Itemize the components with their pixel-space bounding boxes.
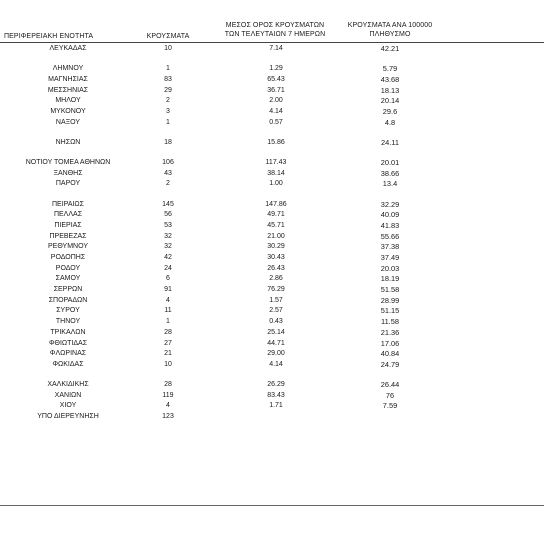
avg-7day-cell: 26.43 xyxy=(267,264,285,272)
region-cell: ΠΕΙΡΑΙΩΣ xyxy=(52,200,84,208)
per-100k-cell: 24.79 xyxy=(380,359,400,369)
cases-cell: 2 xyxy=(166,180,170,188)
region-cell: ΧΙΟΥ xyxy=(59,402,77,410)
table-row xyxy=(0,296,544,307)
per-100k-cell: 41.83 xyxy=(380,220,400,230)
table-row xyxy=(0,158,544,169)
region-cell: ΠΙΕΡΙΑΣ xyxy=(54,221,82,229)
cases-cell: 83 xyxy=(164,75,172,83)
header-region: ΠΕΡΙΦΕΡΕΙΑΚΗ ΕΝΟΤΗΤΑ xyxy=(4,33,94,40)
header-divider xyxy=(0,42,544,43)
avg-7day-cell: 117.43 xyxy=(265,159,287,166)
cases-cell: 1 xyxy=(166,118,170,126)
per-100k-cell: 13.4 xyxy=(382,179,398,189)
table-row xyxy=(0,242,544,253)
table-row xyxy=(0,210,544,221)
per-100k-cell: 38.66 xyxy=(380,168,400,178)
table-row xyxy=(0,412,544,423)
table-row xyxy=(0,75,544,86)
cases-cell: 1 xyxy=(166,318,170,326)
region-cell: ΝΟΤΙΟΥ ΤΟΜΕΑ ΑΘΗΝΩΝ xyxy=(25,159,111,166)
header-avg-line1: ΜΕΣΟΣ ΟΡΟΣ ΚΡΟΥΣΜΑΤΩΝ xyxy=(225,22,325,29)
table-row xyxy=(0,328,544,339)
region-cell: ΣΥΡΟΥ xyxy=(56,307,80,315)
per-100k-cell: 28.99 xyxy=(380,295,400,305)
avg-7day-cell: 45.71 xyxy=(267,221,285,229)
region-cell: ΛΗΜΝΟΥ xyxy=(52,65,84,73)
per-100k-cell: 42.21 xyxy=(380,44,400,53)
cases-cell: 3 xyxy=(166,107,170,115)
table-row xyxy=(0,360,544,371)
table-row xyxy=(0,306,544,317)
region-cell: ΣΑΜΟΥ xyxy=(55,275,81,283)
per-100k-cell: 18.19 xyxy=(380,274,400,284)
table-row xyxy=(0,349,544,360)
cases-cell: 56 xyxy=(164,211,172,219)
region-cell: ΡΟΔΟΥ xyxy=(55,264,81,272)
table-row xyxy=(0,274,544,285)
cases-cell: 24 xyxy=(164,264,172,272)
cases-cell: 119 xyxy=(162,391,174,399)
table-row xyxy=(0,317,544,328)
avg-7day-cell: 1.00 xyxy=(269,180,283,188)
per-100k-cell: 55.66 xyxy=(380,231,400,241)
header-per-100k xyxy=(340,21,440,39)
cases-cell: 1 xyxy=(166,65,170,73)
per-100k-cell: 17.06 xyxy=(380,338,400,348)
table-row xyxy=(0,285,544,296)
table-row xyxy=(0,107,544,118)
cases-cell: 10 xyxy=(164,360,172,368)
header-avg-line2: ΤΩΝ ΤΕΛΕΥΤΑΙΩΝ 7 ΗΜΕΡΩΝ xyxy=(224,31,326,38)
avg-7day-cell: 2.86 xyxy=(269,275,283,283)
avg-7day-cell: 2.00 xyxy=(269,97,283,105)
table-row xyxy=(0,401,544,412)
per-100k-cell: 11.58 xyxy=(381,317,399,327)
avg-7day-cell: 30.29 xyxy=(267,243,285,251)
cases-cell: 4 xyxy=(166,296,170,304)
avg-7day-cell: 4.14 xyxy=(269,360,283,368)
avg-7day-cell: 0.57 xyxy=(269,118,283,126)
avg-7day-cell: 1.71 xyxy=(269,402,283,410)
avg-7day-cell: 2.57 xyxy=(269,307,283,315)
cases-cell: 18 xyxy=(164,138,172,146)
row-spacer xyxy=(0,190,544,200)
cases-cell: 32 xyxy=(164,243,172,251)
per-100k-cell: 37.38 xyxy=(380,242,400,252)
header-per-100k-line1: ΚΡΟΥΣΜΑΤΑ ΑΝΑ 100000 xyxy=(347,22,433,29)
row-spacer xyxy=(0,128,544,138)
region-cell: ΧΑΝΙΩΝ xyxy=(54,391,82,399)
avg-7day-cell: 7.14 xyxy=(269,45,283,52)
table-row xyxy=(0,232,544,243)
region-cell: ΡΟΔΟΠΗΣ xyxy=(50,254,86,261)
region-cell: ΜΕΣΣΗΝΙΑΣ xyxy=(47,86,89,94)
per-100k-cell: 20.14 xyxy=(380,96,400,106)
table-row xyxy=(0,118,544,129)
per-100k-cell: 40.84 xyxy=(380,349,400,359)
cases-cell: 32 xyxy=(164,232,172,240)
table-row xyxy=(0,221,544,232)
region-cell: ΡΕΘΥΜΝΟΥ xyxy=(47,243,88,251)
region-cell: ΜΑΓΝΗΣΙΑΣ xyxy=(48,75,88,83)
table-row xyxy=(0,96,544,107)
header-per-100k-line2: ΠΛΗΘΥΣΜΟ xyxy=(369,31,411,38)
cases-table-body xyxy=(0,44,544,423)
table-row xyxy=(0,138,544,149)
avg-7day-cell: 38.14 xyxy=(267,169,285,177)
table-row xyxy=(0,200,544,211)
per-100k-cell: 26.44 xyxy=(380,380,400,390)
region-cell: ΛΕΥΚΑΔΑΣ xyxy=(49,45,87,52)
per-100k-cell: 40.09 xyxy=(380,210,400,220)
region-cell: ΠΑΡΟΥ xyxy=(55,180,81,188)
table-row xyxy=(0,264,544,275)
avg-7day-cell: 65.43 xyxy=(267,75,285,83)
per-100k-cell: 4.8 xyxy=(384,117,396,127)
cases-cell: 28 xyxy=(164,381,172,389)
region-cell: ΧΑΛΚΙΔΙΚΗΣ xyxy=(47,381,89,389)
region-cell: ΜΥΚΟΝΟΥ xyxy=(50,107,86,115)
cases-cell: 11 xyxy=(164,307,172,315)
per-100k-cell: 20.03 xyxy=(380,263,400,273)
table-row xyxy=(0,339,544,350)
per-100k-cell: 29.6 xyxy=(382,106,398,116)
region-cell: ΦΩΚΙΔΑΣ xyxy=(52,360,84,368)
region-cell: ΥΠΟ ΔΙΕΡΕΥΝΗΣΗ xyxy=(37,413,99,421)
avg-7day-cell: 0.43 xyxy=(269,318,283,326)
per-100k-cell: 37.49 xyxy=(380,253,400,262)
cases-cell: 145 xyxy=(162,200,174,208)
cases-cell: 10 xyxy=(164,45,172,52)
region-cell: ΠΕΛΛΑΣ xyxy=(53,211,83,219)
region-cell: ΤΗΝΟΥ xyxy=(55,318,81,326)
per-100k-cell: 51.15 xyxy=(380,306,400,316)
per-100k-cell: 76 xyxy=(385,390,395,400)
avg-7day-cell: 26.29 xyxy=(267,381,285,389)
cases-cell: 4 xyxy=(166,402,170,410)
avg-7day-cell: 30.43 xyxy=(267,254,285,261)
region-cell: ΣΕΡΡΩΝ xyxy=(53,286,83,294)
avg-7day-cell: 25.14 xyxy=(267,328,285,336)
cases-cell: 91 xyxy=(164,286,172,294)
table-row xyxy=(0,391,544,402)
cases-cell: 28 xyxy=(164,328,172,336)
cases-cell: 53 xyxy=(164,221,172,229)
avg-7day-cell: 83.43 xyxy=(267,391,285,399)
avg-7day-cell: 36.71 xyxy=(267,86,285,94)
per-100k-cell: 5.79 xyxy=(382,64,398,74)
avg-7day-cell: 76.29 xyxy=(267,286,285,294)
table-row xyxy=(0,86,544,97)
region-cell: ΞΑΝΘΗΣ xyxy=(53,169,83,177)
table-row xyxy=(0,179,544,190)
cases-cell: 42 xyxy=(164,254,172,261)
per-100k-cell: 24.11 xyxy=(381,137,399,147)
cases-cell: 43 xyxy=(164,169,172,177)
avg-7day-cell: 15.86 xyxy=(267,138,285,146)
header-cases: ΚΡΟΥΣΜΑΤΑ xyxy=(146,33,190,40)
region-cell: ΠΡΕΒΕΖΑΣ xyxy=(49,232,87,240)
page-bottom-rule xyxy=(0,505,544,506)
cases-cell: 6 xyxy=(166,275,170,283)
row-spacer xyxy=(0,371,544,381)
region-cell: ΣΠΟΡΑΔΩΝ xyxy=(48,296,88,304)
region-cell: ΤΡΙΚΑΛΩΝ xyxy=(50,328,86,336)
per-100k-cell: 32.29 xyxy=(380,199,400,209)
per-100k-cell: 43.68 xyxy=(380,74,400,84)
cases-cell: 106 xyxy=(162,159,174,166)
row-spacer xyxy=(0,55,544,65)
avg-7day-cell: 1.29 xyxy=(269,65,283,73)
per-100k-cell: 7.59 xyxy=(382,401,398,411)
region-cell: ΦΛΩΡΙΝΑΣ xyxy=(49,350,87,358)
cases-cell: 21 xyxy=(164,350,172,358)
per-100k-cell: 18.13 xyxy=(380,85,400,95)
table-row xyxy=(0,64,544,75)
avg-7day-cell: 44.71 xyxy=(267,339,285,347)
header-avg-7day xyxy=(210,21,340,39)
avg-7day-cell: 21.00 xyxy=(267,232,285,240)
table-row xyxy=(0,380,544,391)
per-100k-cell: 21.36 xyxy=(380,327,400,337)
avg-7day-cell: 4.14 xyxy=(269,107,283,115)
row-spacer xyxy=(0,149,544,159)
table-row xyxy=(0,169,544,180)
table-row xyxy=(0,44,544,55)
region-cell: ΝΗΣΩΝ xyxy=(55,138,81,146)
region-cell: ΝΑΞΟΥ xyxy=(55,118,81,126)
per-100k-cell: 20.01 xyxy=(380,158,400,167)
cases-cell: 29 xyxy=(164,86,172,94)
table-row xyxy=(0,253,544,264)
cases-cell: 123 xyxy=(162,413,174,421)
cases-cell: 2 xyxy=(166,97,170,105)
avg-7day-cell: 1.57 xyxy=(269,296,283,304)
avg-7day-cell: 29.00 xyxy=(267,350,285,358)
region-cell: ΦΘΙΩΤΙΔΑΣ xyxy=(48,339,88,347)
per-100k-cell: 51.58 xyxy=(380,285,400,295)
cases-cell: 27 xyxy=(164,339,172,347)
region-cell: ΜΗΛΟΥ xyxy=(55,97,81,105)
avg-7day-cell: 49.71 xyxy=(267,211,285,219)
avg-7day-cell: 147.86 xyxy=(265,200,287,208)
